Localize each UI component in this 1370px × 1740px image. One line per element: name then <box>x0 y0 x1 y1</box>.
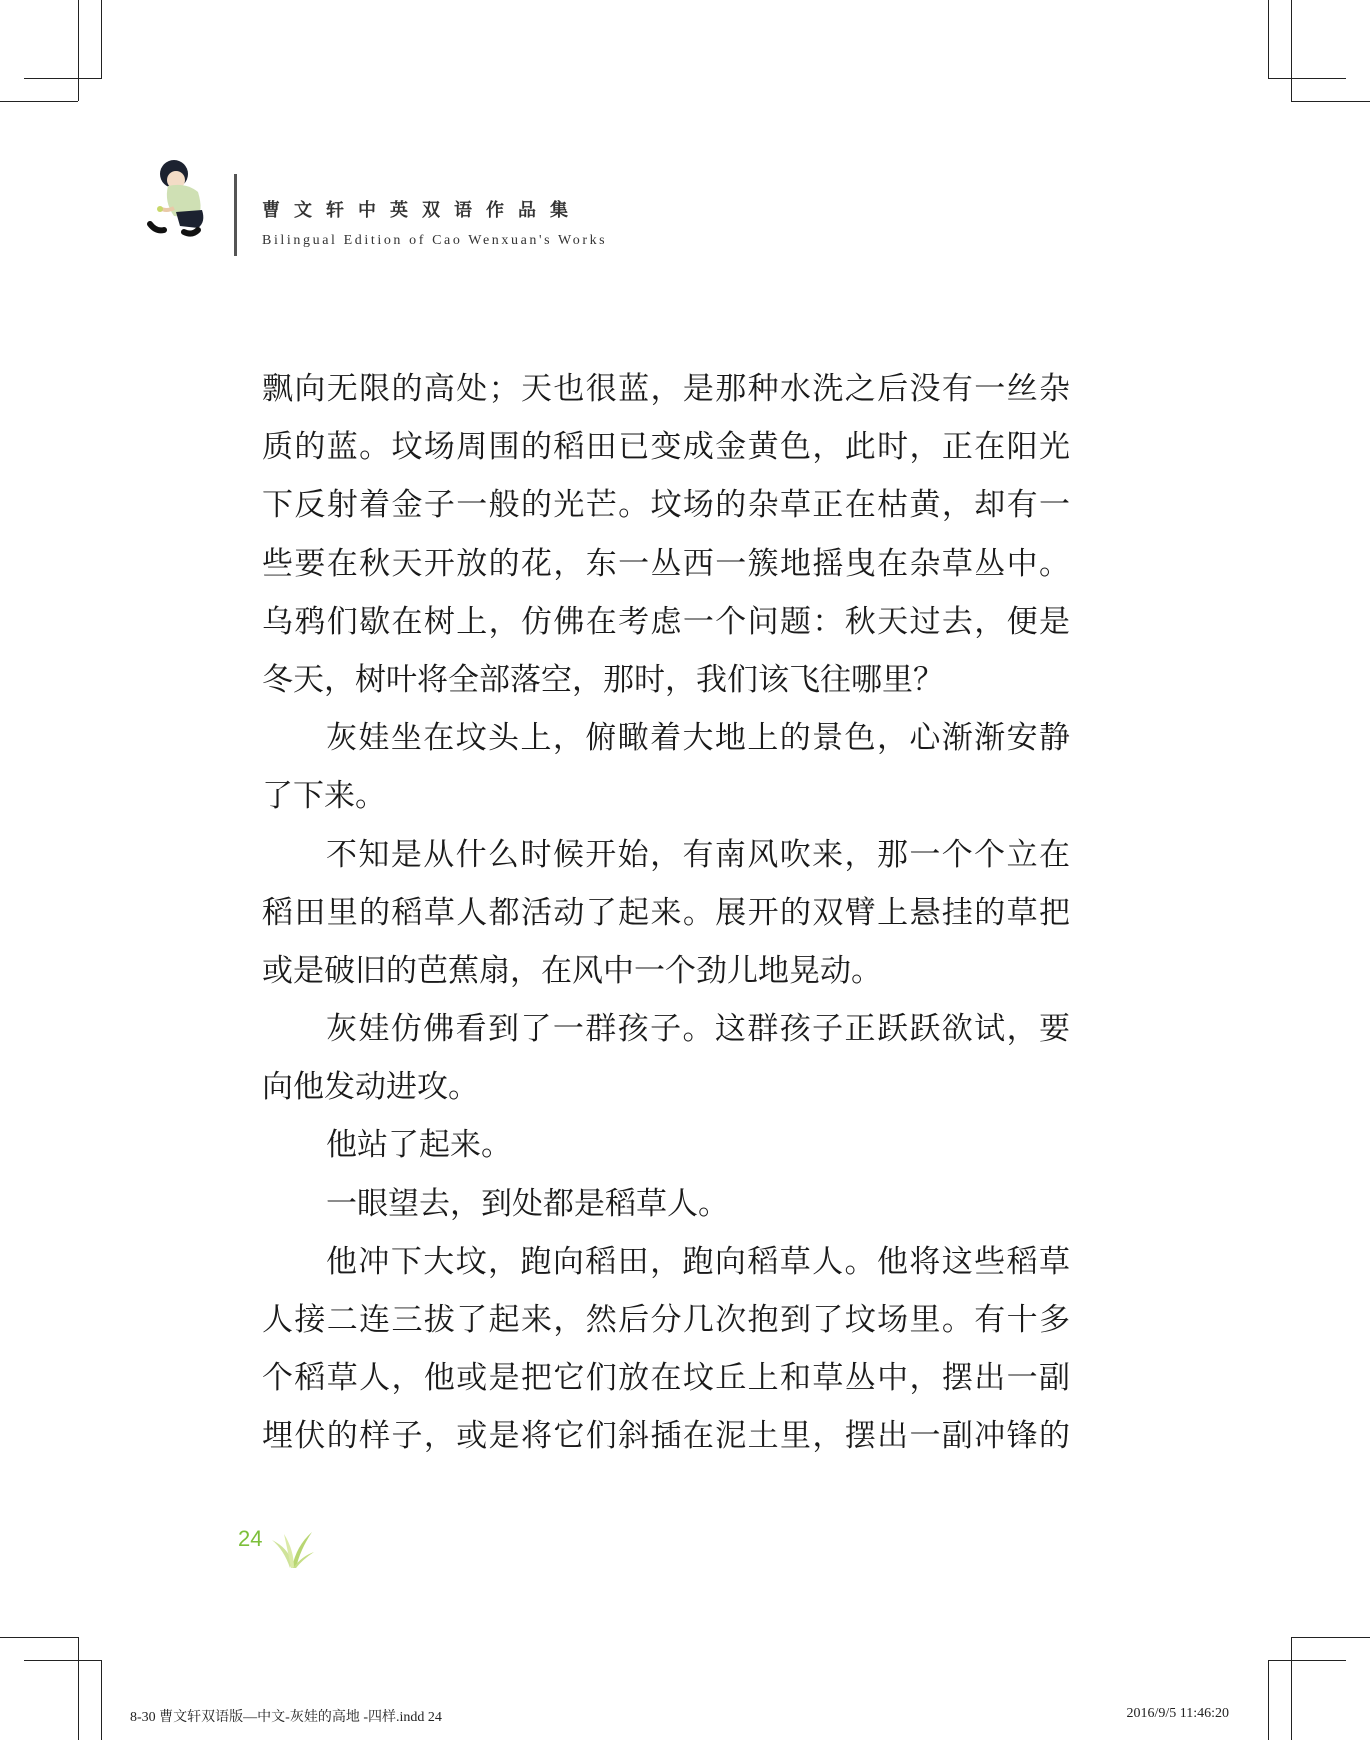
crop-mark <box>1268 1660 1269 1740</box>
text-line: 灰娃坐在坟头上，俯瞰着大地上的景色，心渐渐安静 <box>326 720 1070 757</box>
text-line: 冬天，树叶将全部落空，那时，我们该飞往哪里？ <box>262 661 944 698</box>
text-line: 稻田里的稻草人都活动了起来。展开的双臂上悬挂的草把 <box>262 894 1070 931</box>
page-number: 24 <box>238 1526 263 1551</box>
text-line: 一眼望去，到处都是稻草人。 <box>326 1185 729 1222</box>
crop-mark <box>1291 1637 1292 1740</box>
body-text <box>262 366 1070 1472</box>
grass-sprout-icon <box>270 1528 316 1570</box>
crop-mark <box>24 1660 102 1661</box>
header-divider <box>234 174 237 256</box>
text-line: 飘向无限的高处；天也很蓝，是那种水洗之后没有一丝杂 <box>262 371 1070 407</box>
crop-mark <box>101 0 102 78</box>
crop-mark <box>0 1637 78 1638</box>
series-title-chinese: 曹文轩中英双语作品集 <box>262 200 582 221</box>
crop-mark <box>78 0 79 101</box>
print-timestamp: 2016/9/5 11:46:20 <box>1126 1706 1229 1721</box>
text-line: 向他发动进攻。 <box>262 1069 479 1106</box>
boy-illustration-icon <box>146 152 222 240</box>
text-line: 他冲下大坟，跑向稻田，跑向稻草人。他将这些稻草 <box>326 1243 1070 1280</box>
crop-mark <box>0 101 78 102</box>
crop-mark <box>1268 0 1269 78</box>
crop-mark <box>1268 1660 1346 1661</box>
text-line: 乌鸦们歇在树上，仿佛在考虑一个问题：秋天过去，便是 <box>262 603 1070 640</box>
crop-mark <box>1291 0 1292 101</box>
text-line: 不知是从什么时候开始，有南风吹来，那一个个立在 <box>326 836 1070 873</box>
text-line: 或是破旧的芭蕉扇，在风中一个劲儿地晃动。 <box>262 952 882 989</box>
text-line: 人接二连三拔了起来，然后分几次抱到了坟场里。有十多 <box>262 1302 1070 1338</box>
text-line: 下反射着金子一般的光芒。坟场的杂草正在枯黄，却有一 <box>262 487 1070 524</box>
text-line: 灰娃仿佛看到了一群孩子。这群孩子正跃跃欲试，要 <box>326 1011 1070 1048</box>
crop-mark <box>78 1637 79 1740</box>
series-title-english: Bilingual Edition of Cao Wenxuan's Works <box>262 233 608 248</box>
crop-mark <box>101 1660 102 1740</box>
text-line: 了下来。 <box>262 778 386 815</box>
crop-mark <box>24 78 102 79</box>
text-line: 他站了起来。 <box>326 1127 512 1164</box>
text-line: 埋伏的样子，或是将它们斜插在泥土里，摆出一副冲锋的 <box>262 1418 1070 1455</box>
crop-mark <box>1268 78 1346 79</box>
text-line: 质的蓝。坟场周围的稻田已变成金黄色，此时，正在阳光 <box>262 429 1070 466</box>
text-line: 个稻草人，他或是把它们放在坟丘上和草丛中，摆出一副 <box>262 1360 1070 1397</box>
text-line: 些要在秋天开放的花，东一丛西一簇地摇曳在杂草丛中。 <box>262 545 1070 582</box>
crop-mark <box>1291 1637 1370 1638</box>
crop-mark <box>1291 101 1370 102</box>
file-slug: 8-30 曹文轩双语版—中文-灰娃的高地 -四样.indd 24 <box>130 1710 442 1725</box>
